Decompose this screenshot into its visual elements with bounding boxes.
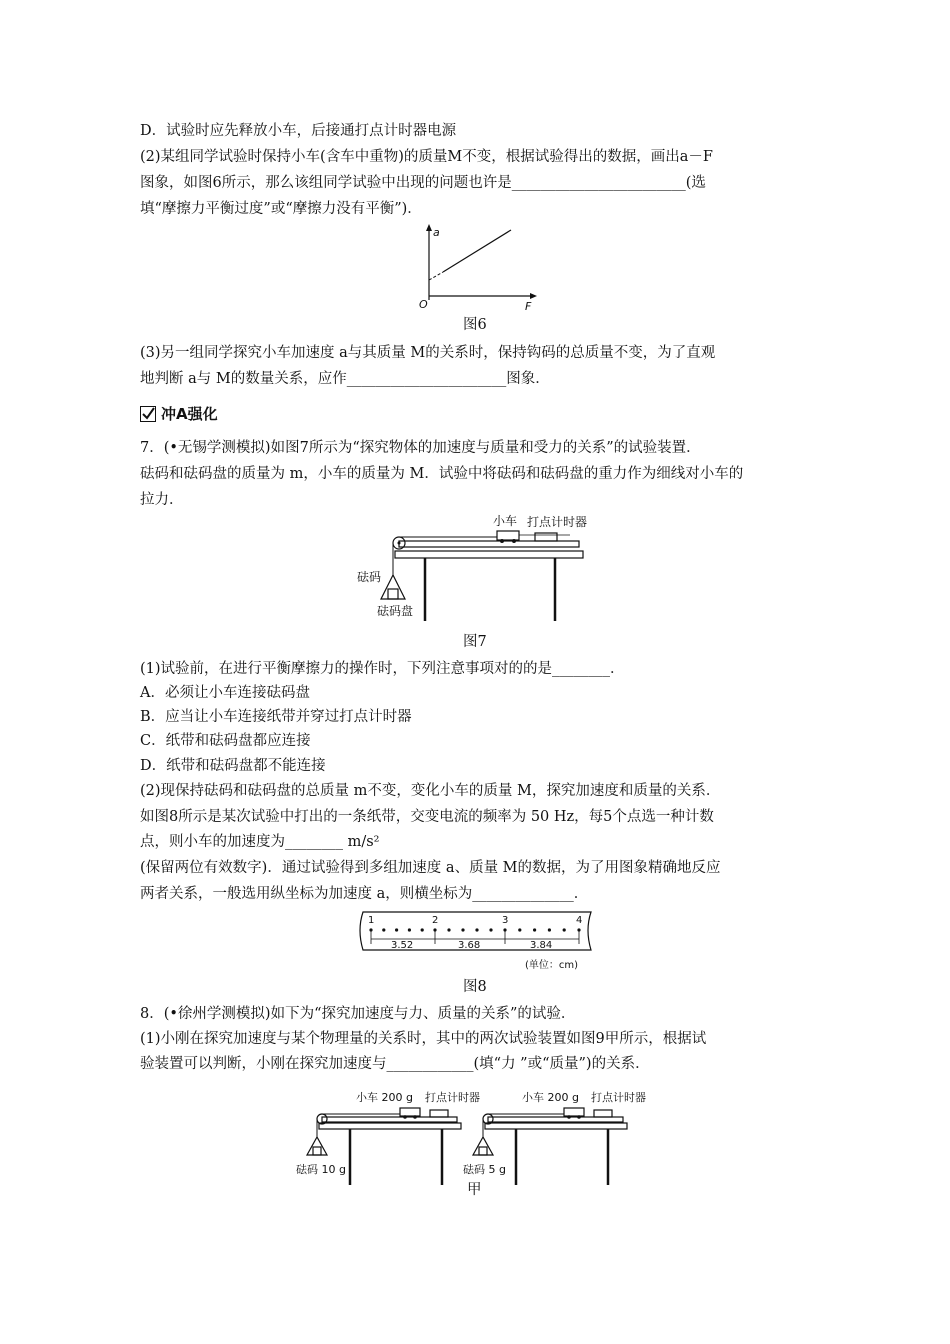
weight (388, 589, 398, 599)
q7-part2-line3: 点，则小车的加速度为________ m/s² (140, 834, 380, 850)
option-c: C．纸带和砝码盘都应连接 (140, 733, 311, 749)
q6-part3-line2: 地判断 a与 M的数量关系，应作______________________图象． (140, 371, 550, 387)
tape-dot (475, 928, 478, 931)
tape-dot (461, 928, 464, 931)
distance-label: 3.68 (458, 940, 481, 951)
figure-9-caption: 甲 (467, 1182, 482, 1198)
q7-part2-line4: (保留两位有效数字)．通过试验得到多组加速度 a、质量 M的数据，为了用图象精确地反应 (140, 860, 721, 876)
tape-dot (421, 928, 424, 931)
q7-part1: (1)试验前，在进行平衡摩擦力的操作时，下列注意事项对的的是________． (140, 661, 625, 677)
weight-pan (381, 575, 405, 599)
q6-part2-line2: 图象，如图6所示，那么该组同学试验中出现的问题也许是________________________(选 (140, 175, 706, 191)
tape-dots (369, 928, 580, 931)
tape-dot (382, 928, 385, 931)
q6-part3-line1: (3)另一组同学探究小车加速度 a与其质量 M的关系时，保持钩码的总质量不变，为了直观 (140, 345, 716, 361)
pan-label: 砝码盘 (377, 604, 414, 618)
q7-line2: 砝码和砝码盘的质量为 m，小车的质量为 M．试验中将砝码和砝码盘的重力作为细线对小车的 (140, 466, 744, 482)
weight-label: 砝码 (357, 570, 382, 584)
figure-7-apparatus (355, 513, 595, 628)
figure-8-caption: 图8 (463, 979, 487, 995)
left-cart-label: 小车 200 g (356, 1091, 413, 1104)
cart-label: 小车 (493, 514, 518, 528)
figure-9-apparatus (292, 1077, 672, 1195)
section-header (140, 403, 218, 425)
right-cart-label: 小车 200 g (522, 1091, 579, 1104)
right-weight-label: 砝码 5 g (463, 1163, 506, 1176)
count-point-label: 4 (576, 915, 583, 926)
figure-6-caption: 图6 (463, 317, 487, 333)
q6-part2-line3: 填“摩擦力平衡过度”或“摩擦力没有平衡”)． (140, 201, 422, 217)
tape-dot (408, 928, 411, 931)
q6-part2-line1: (2)某组同学试验时保持小车(含车中重物)的质量M不变，根据试验得出的数据，画出a－F (140, 149, 713, 165)
board (399, 541, 579, 547)
tape-dot (563, 928, 566, 931)
q7-part2-line1: (2)现保持砝码和砝码盘的总质量 m不变，变化小车的质量 M，探究加速度和质量的关系． (140, 783, 721, 799)
checkbox-icon (140, 406, 156, 422)
f-axis-arrow (530, 293, 537, 299)
q8-line1: 8．(•徐州学测模拟)如下为“探究加速度与力、质量的关系”的试验． (140, 1006, 576, 1022)
q7-line1: 7．(•无锡学测模拟)如图7所示为“探究物体的加速度与质量和受力的关系”的试验装置． (140, 440, 701, 456)
option-d: D．试验时应先释放小车，后接通打点计时器电源 (140, 123, 457, 139)
unit-label: (单位：cm) (525, 960, 579, 971)
q7-line3: 拉力． (140, 492, 184, 508)
axis-label-f: F (525, 300, 532, 313)
timer (535, 533, 557, 541)
q8-line2: (1)小刚在探究加速度与某个物理量的关系时，其中的两次试验装置如图9甲所示，根据试 (140, 1031, 707, 1047)
option-b: B．应当让小车连接纸带并穿过打点计时器 (140, 709, 412, 725)
count-point-label: 1 (368, 915, 375, 926)
right-timer-label: 打点计时器 (591, 1091, 646, 1104)
a-axis-arrow (426, 224, 432, 231)
tape-dot (447, 928, 450, 931)
tape-dot (489, 928, 492, 931)
fit-line (443, 230, 511, 272)
option-a: A．必须让小车连接砝码盘 (140, 685, 310, 701)
tape-dot (533, 928, 536, 931)
tape-dot (518, 928, 521, 931)
distance-label: 3.84 (530, 940, 553, 951)
cart (497, 531, 519, 540)
setup-right (463, 1090, 646, 1185)
fit-line-extension (429, 272, 443, 280)
figure-8-tape (355, 908, 600, 974)
tape-dot (548, 928, 551, 931)
figure-6-graph (405, 222, 545, 312)
figure-7-caption: 图7 (463, 634, 487, 650)
timer-label: 打点计时器 (527, 515, 588, 529)
tape-dot (395, 928, 398, 931)
origin-label: O (419, 298, 428, 311)
section-title: 冲A强化 (161, 405, 218, 423)
axis-label-a: a (433, 226, 440, 239)
count-point-label: 2 (432, 915, 439, 926)
q7-part2-line5: 两者关系，一般选用纵坐标为加速度 a，则横坐标为______________． (140, 886, 589, 902)
q8-line3: 验装置可以判断，小刚在探究加速度与____________(填“力 ”或“质量”)的关系． (140, 1056, 650, 1072)
distance-label: 3.52 (391, 940, 414, 951)
count-point-label: 3 (502, 915, 509, 926)
q7-part2-line2: 如图8所示是某次试验中打出的一条纸带，交变电流的频率为 50 Hz，每5个点选一种计数 (140, 809, 714, 825)
left-timer-label: 打点计时器 (425, 1091, 480, 1104)
setup-left (296, 1090, 480, 1185)
option-d: D．纸带和砝码盘都不能连接 (140, 758, 326, 774)
table-top (395, 551, 583, 558)
left-weight-label: 砝码 10 g (296, 1163, 346, 1176)
